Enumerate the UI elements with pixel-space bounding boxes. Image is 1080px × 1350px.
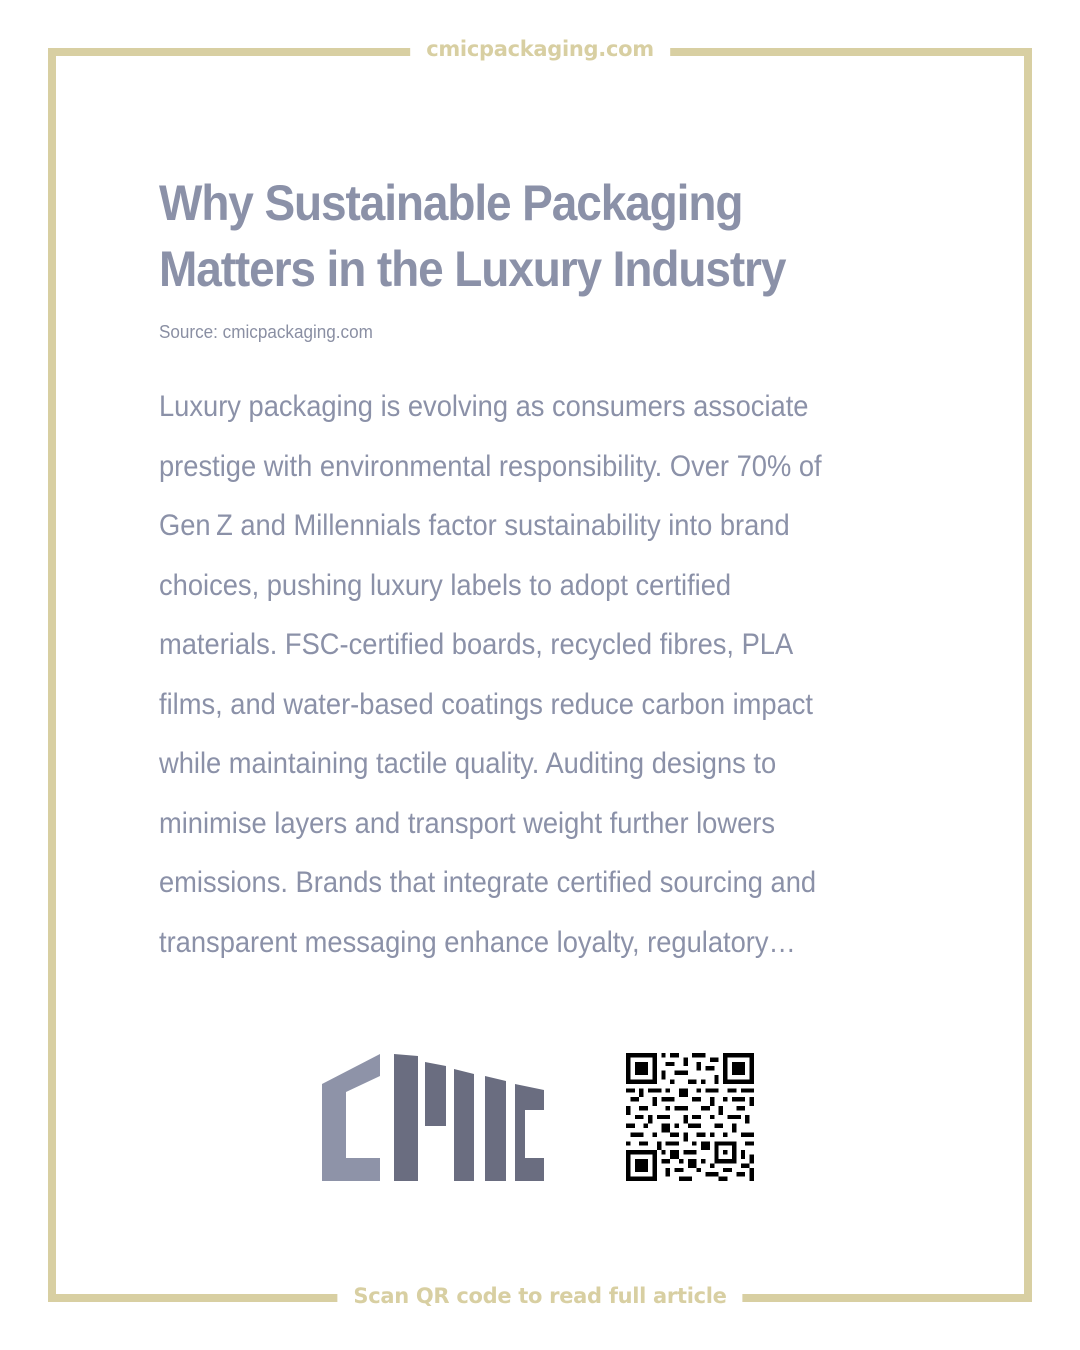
title-line-2: Matters in the Luxury Industry xyxy=(159,241,786,297)
qr-code-icon[interactable] xyxy=(626,1053,754,1181)
excerpt-line: films, and water-based coatings reduce carbon impact xyxy=(159,687,814,721)
excerpt-line: prestige with environmental responsibility. Over 70% of xyxy=(159,449,822,483)
article-title xyxy=(159,170,895,302)
excerpt-line: Luxury packaging is evolving as consumers associate xyxy=(159,390,809,423)
article-excerpt xyxy=(159,377,905,972)
excerpt-line: Gen Z and Millennials factor sustainability into brand xyxy=(159,509,790,542)
excerpt-line: minimise layers and transport weight further lowers xyxy=(159,806,776,840)
scan-qr-cta: Scan QR code to read full article xyxy=(337,1284,742,1308)
title-line-1: Why Sustainable Packaging xyxy=(159,175,743,231)
excerpt-line: emissions. Brands that integrate certified sourcing and xyxy=(159,866,817,899)
site-url-label: cmicpackaging.com xyxy=(410,37,670,61)
excerpt-line: materials. FSC-certified boards, recycled fibres, PLA xyxy=(159,628,794,661)
excerpt-line: transparent messaging enhance loyalty, regulatory… xyxy=(159,925,796,959)
excerpt-line: while maintaining tactile quality. Auditing designs to xyxy=(159,747,777,780)
source-label: Source: cmicpackaging.com xyxy=(159,322,373,342)
excerpt-line: choices, pushing luxury labels to adopt certified xyxy=(159,568,732,602)
cmic-logo-icon xyxy=(322,1054,544,1181)
